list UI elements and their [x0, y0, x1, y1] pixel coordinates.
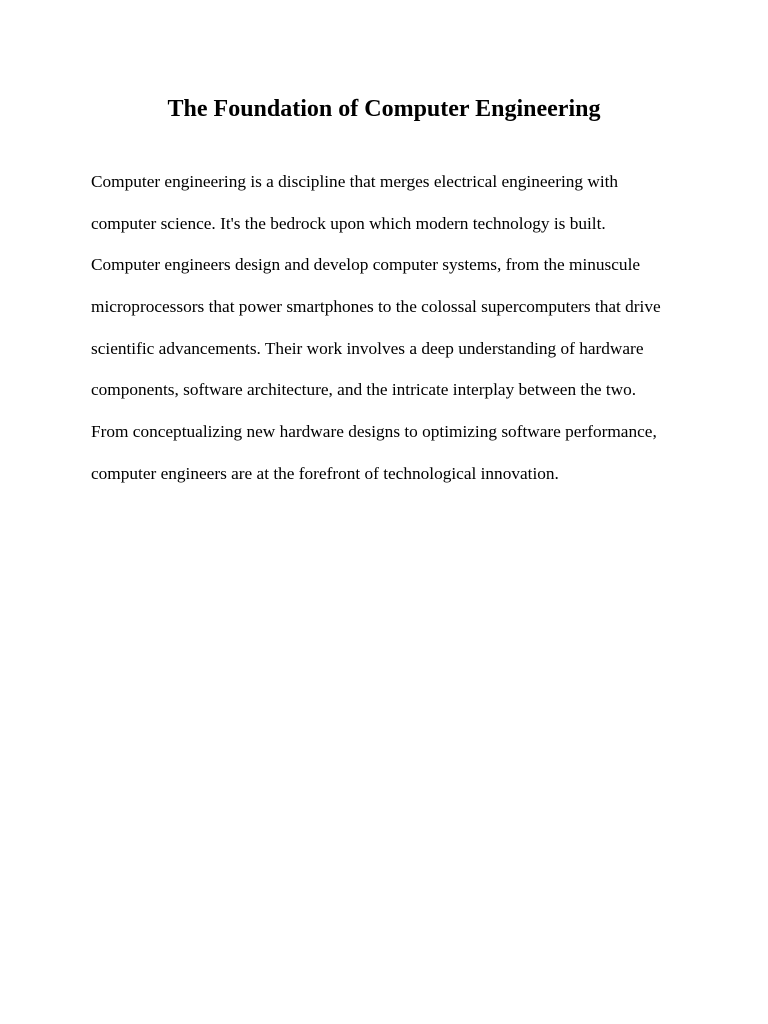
body-paragraph: [91, 161, 691, 495]
paragraph-line: computer science. It's the bedrock upon which modern technology is built.: [91, 213, 606, 233]
paragraph-line: computer engineers are at the forefront of technological innovation.: [91, 463, 559, 483]
paragraph-line: microprocessors that power smartphones to the colossal supercomputers that drive: [91, 297, 661, 317]
paragraph-line: From conceptualizing new hardware designs to optimizing software performance,: [91, 422, 657, 442]
paragraph-line: Computer engineering is a discipline that merges electrical engineering with: [91, 172, 619, 191]
document-title: The Foundation of Computer Engineering: [167, 96, 601, 122]
paragraph-line: Computer engineers design and develop computer systems, from the minuscule: [91, 255, 641, 275]
paragraph-line: components, software architecture, and the intricate interplay between the two.: [91, 380, 637, 400]
paragraph-line: scientific advancements. Their work involves a deep understanding of hardware: [91, 338, 644, 358]
